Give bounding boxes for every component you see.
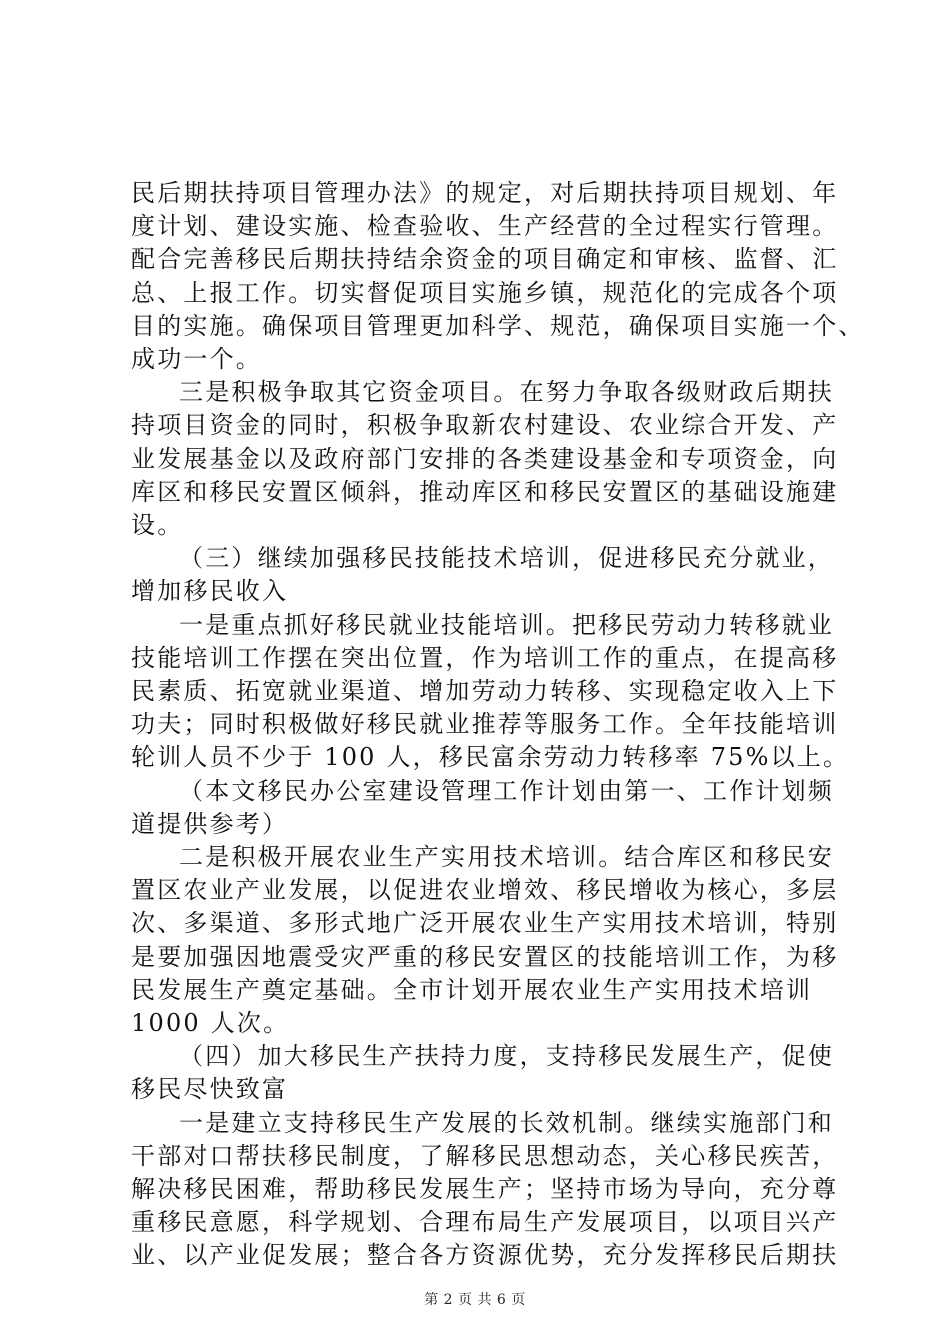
text-line: 干部对口帮扶移民制度，了解移民思想动态，关心移民疾苦， [131, 1141, 839, 1170]
text-line: 民后期扶持项目管理办法》的规定，对后期扶持项目规划、年 [131, 179, 839, 207]
text-line: 成功一个。 [131, 345, 262, 373]
text-line: 功夫；同时积极做好移民就业推荐等服务工作。全年技能培训 [131, 710, 839, 739]
text-line: 业发展基金以及政府部门安排的各类建设基金和专项资金，向 [131, 444, 839, 473]
section-heading: （四）加大移民生产扶持力度，支持移民发展生产，促使 [179, 1042, 834, 1071]
text-line: 目的实施。确保项目管理更加科学、规范，确保项目实施一个、 [131, 311, 865, 340]
section-heading: （三）继续加强移民技能技术培训，促进移民充分就业， [179, 544, 834, 573]
text-line: 是要加强因地震受灾严重的移民安置区的技能培训工作，为移 [131, 942, 839, 971]
paragraph-first-line: 三是积极争取其它资金项目。在努力争取各级财政后期扶 [179, 378, 834, 407]
text-line: 轮训人员不少于 100 人，移民富余劳动力转移率 75%以上。 [131, 743, 850, 772]
text-line: 民发展生产奠定基础。全市计划开展农业生产实用技术培训 [131, 975, 813, 1004]
text-line: 重移民意愿，科学规划、合理布局生产发展项目，以项目兴产 [131, 1208, 839, 1237]
text-line: 技能培训工作摆在突出位置，作为培训工作的重点，在提高移 [131, 643, 839, 672]
note-line-cont: 道提供参考） [131, 809, 289, 838]
section-heading-cont: 增加移民收入 [131, 577, 289, 606]
text-line: 总、上报工作。切实督促项目实施乡镇，规范化的完成各个项 [131, 278, 839, 307]
text-line: 业、以产业促发展；整合各方资源优势，充分发挥移民后期扶 [131, 1241, 839, 1270]
page-number-footer: 第 2 页 共 6 页 [424, 1292, 526, 1308]
paragraph-first-line: 一是重点抓好移民就业技能培训。把移民劳动力转移就业 [179, 610, 834, 639]
text-line: 库区和移民安置区倾斜，推动库区和移民安置区的基础设施建 [131, 477, 839, 506]
paragraph-first-line: 一是建立支持移民生产发展的长效机制。继续实施部门和 [179, 1108, 834, 1137]
text-line: 度计划、建设实施、检查验收、生产经营的全过程实行管理。 [131, 212, 839, 241]
text-line: 配合完善移民后期扶持结余资金的项目确定和审核、监督、汇 [131, 245, 839, 274]
section-heading-cont: 移民尽快致富 [131, 1075, 289, 1104]
paragraph-first-line: 二是积极开展农业生产实用技术培训。结合库区和移民安 [179, 843, 834, 871]
text-line: 置区农业产业发展，以促进农业增效、移民增收为核心，多层 [131, 876, 839, 905]
text-line: 次、多渠道、多形式地广泛开展农业生产实用技术培训，特别 [131, 909, 839, 938]
text-line: 1000 人次。 [131, 1009, 290, 1037]
text-line: 设。 [131, 511, 184, 539]
text-line: 解决移民困难，帮助移民发展生产；坚持市场为导向，充分尊 [131, 1175, 839, 1203]
text-line: 民素质、拓宽就业渠道、增加劳动力转移、实现稳定收入上下 [131, 677, 839, 705]
note-line: （本文移民办公室建设管理工作计划由第一、工作计划频 [179, 776, 834, 805]
text-line: 持项目资金的同时，积极争取新农村建设、农业综合开发、产 [131, 411, 839, 440]
